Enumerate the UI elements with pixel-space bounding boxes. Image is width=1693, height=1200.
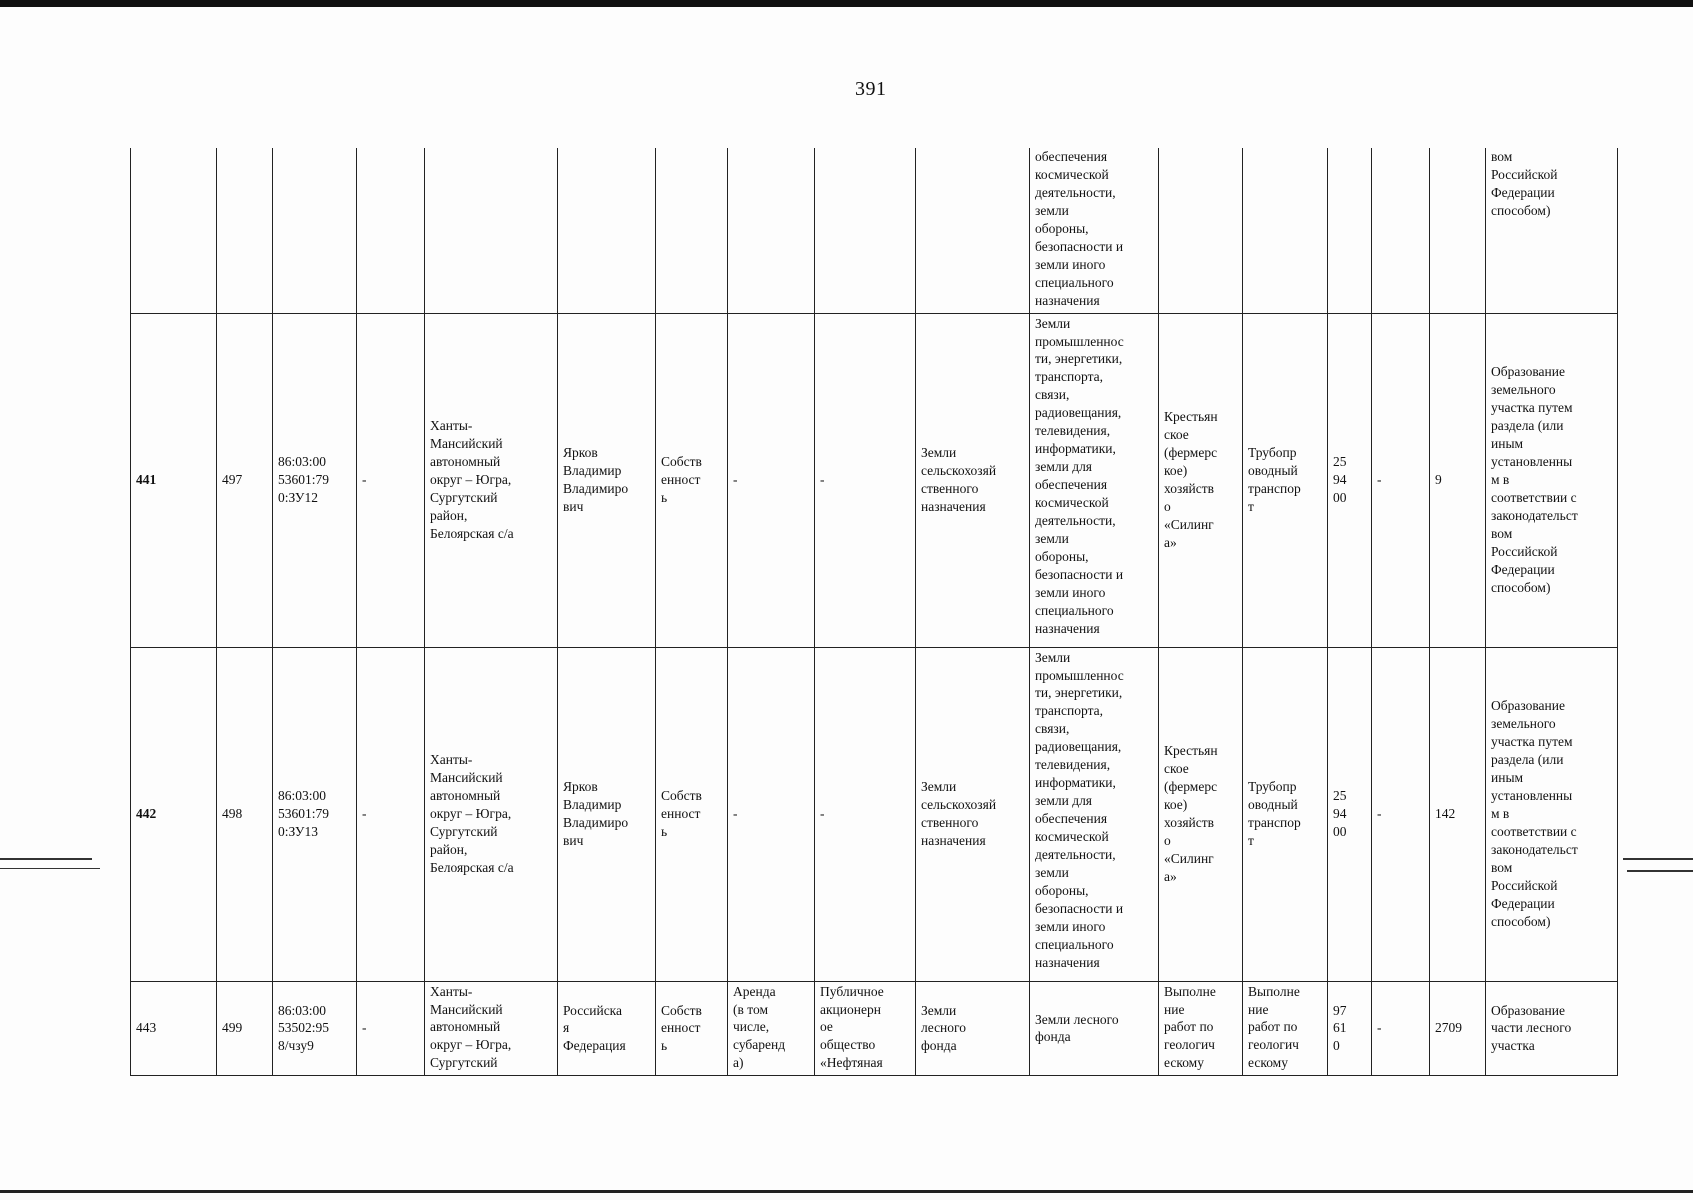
- cell-note: Образование земельного участка путем раздела (или иным установленны м в соответствии с законодательст вом Российской Федерации способом): [1486, 313, 1618, 647]
- cell-requester: [1159, 148, 1243, 313]
- cell-permitted-use: Земли промышленнос ти, энергетики, транспорта, связи, радиовещания, телевидения, информатики, земли для обеспечения космической деятельности, земли обороны, безопасности и земли иного специального назначения: [1030, 647, 1159, 981]
- cell-requester: Крестьян ское (фермерс кое) хозяйств о «Силинг а»: [1159, 647, 1243, 981]
- right-margin-mark: [1623, 858, 1693, 860]
- cell-requester: Крестьян ское (фермерс кое) хозяйств о «Силинг а»: [1159, 313, 1243, 647]
- cell-cadastral: 86:03:00 53601:79 0:ЗУ13: [273, 647, 357, 981]
- cell-col4: -: [357, 981, 425, 1076]
- cell-right: Собств енност ь: [656, 313, 728, 647]
- cell-purpose: Трубопр оводный транспор т: [1243, 313, 1328, 647]
- cell-col14: [1372, 148, 1430, 313]
- cell-cadastral: 86:03:00 53502:95 8/чзу9: [273, 981, 357, 1076]
- cell-num: 443: [131, 981, 217, 1076]
- cell-location: Ханты- Мансийский автономный округ – Югра, Сургутский район, Белоярская с/а: [425, 647, 558, 981]
- cell-encumbrance: -: [728, 313, 815, 647]
- cell-col4: [357, 148, 425, 313]
- cell-col14: -: [1372, 981, 1430, 1076]
- cell-col15: 142: [1430, 647, 1486, 981]
- cell-encumbrance: -: [728, 647, 815, 981]
- cell-num: 441: [131, 313, 217, 647]
- cell-permitted-use: обеспечения космической деятельности, земли обороны, безопасности и земли иного специального назначения: [1030, 148, 1159, 313]
- top-border-rule: [0, 0, 1693, 7]
- continuation-row: [131, 148, 1618, 313]
- cell-category: Земли сельскохозяй ственного назначения: [916, 313, 1030, 647]
- cell-old-num: [217, 148, 273, 313]
- cell-cadastral: 86:03:00 53601:79 0:ЗУ12: [273, 313, 357, 647]
- cell-col15: 9: [1430, 313, 1486, 647]
- cell-note: Образование части лесного участка: [1486, 981, 1618, 1076]
- cell-encumbrance-holder: [815, 148, 916, 313]
- cell-area: 25 94 00: [1328, 313, 1372, 647]
- cell-category: Земли лесного фонда: [916, 981, 1030, 1076]
- cell-area: [1328, 148, 1372, 313]
- cell-location: Ханты- Мансийский автономный округ – Югра, Сургутский район, Белоярская с/а: [425, 313, 558, 647]
- cell-holder: Российска я Федерация: [558, 981, 656, 1076]
- cell-col14: -: [1372, 647, 1430, 981]
- cell-right: Собств енност ь: [656, 647, 728, 981]
- left-margin-mark: [0, 868, 100, 869]
- cell-area: 25 94 00: [1328, 647, 1372, 981]
- table-row: [131, 313, 1618, 647]
- cell-num: [131, 148, 217, 313]
- cell-permitted-use: Земли лесного фонда: [1030, 981, 1159, 1076]
- cell-purpose: [1243, 148, 1328, 313]
- right-margin-mark: [1627, 870, 1693, 872]
- cell-encumbrance-holder: -: [815, 647, 916, 981]
- cell-purpose: Выполне ние работ по геологич ескому: [1243, 981, 1328, 1076]
- cell-encumbrance-holder: Публичное акционерн ое общество «Нефтяная: [815, 981, 916, 1076]
- cell-cadastral: [273, 148, 357, 313]
- left-margin-mark: [0, 858, 92, 860]
- land-registry-table: [130, 148, 1618, 1076]
- cell-encumbrance: [728, 148, 815, 313]
- cell-note: Образование земельного участка путем раздела (или иным установленны м в соответствии с законодательст вом Российской Федерации способом): [1486, 647, 1618, 981]
- cell-right: Собств енност ь: [656, 981, 728, 1076]
- cell-permitted-use: Земли промышленнос ти, энергетики, транспорта, связи, радиовещания, телевидения, информатики, земли для обеспечения космической деятельности, земли обороны, безопасности и земли иного специального назначения: [1030, 313, 1159, 647]
- cell-location: Ханты- Мансийский автономный округ – Югра, Сургутский: [425, 981, 558, 1076]
- cell-col15: 2709: [1430, 981, 1486, 1076]
- cell-num: 442: [131, 647, 217, 981]
- cell-holder: [558, 148, 656, 313]
- cell-note: вом Российской Федерации способом): [1486, 148, 1618, 313]
- cell-category: [916, 148, 1030, 313]
- cell-location: [425, 148, 558, 313]
- bottom-border-rule: [0, 1190, 1693, 1193]
- cell-old-num: 498: [217, 647, 273, 981]
- cell-encumbrance-holder: -: [815, 313, 916, 647]
- cell-col4: -: [357, 647, 425, 981]
- cell-old-num: 499: [217, 981, 273, 1076]
- cell-right: [656, 148, 728, 313]
- cell-old-num: 497: [217, 313, 273, 647]
- cell-col15: [1430, 148, 1486, 313]
- cell-col4: -: [357, 313, 425, 647]
- cell-holder: Ярков Владимир Владимиро вич: [558, 647, 656, 981]
- table-row: [131, 981, 1618, 1076]
- cell-category: Земли сельскохозяй ственного назначения: [916, 647, 1030, 981]
- cell-col14: -: [1372, 313, 1430, 647]
- cell-area: 97 61 0: [1328, 981, 1372, 1076]
- cell-requester: Выполне ние работ по геологич ескому: [1159, 981, 1243, 1076]
- cell-encumbrance: Аренда (в том числе, субаренд а): [728, 981, 815, 1076]
- cell-purpose: Трубопр оводный транспор т: [1243, 647, 1328, 981]
- table-row: [131, 647, 1618, 981]
- page-number: 391: [855, 78, 887, 100]
- cell-holder: Ярков Владимир Владимиро вич: [558, 313, 656, 647]
